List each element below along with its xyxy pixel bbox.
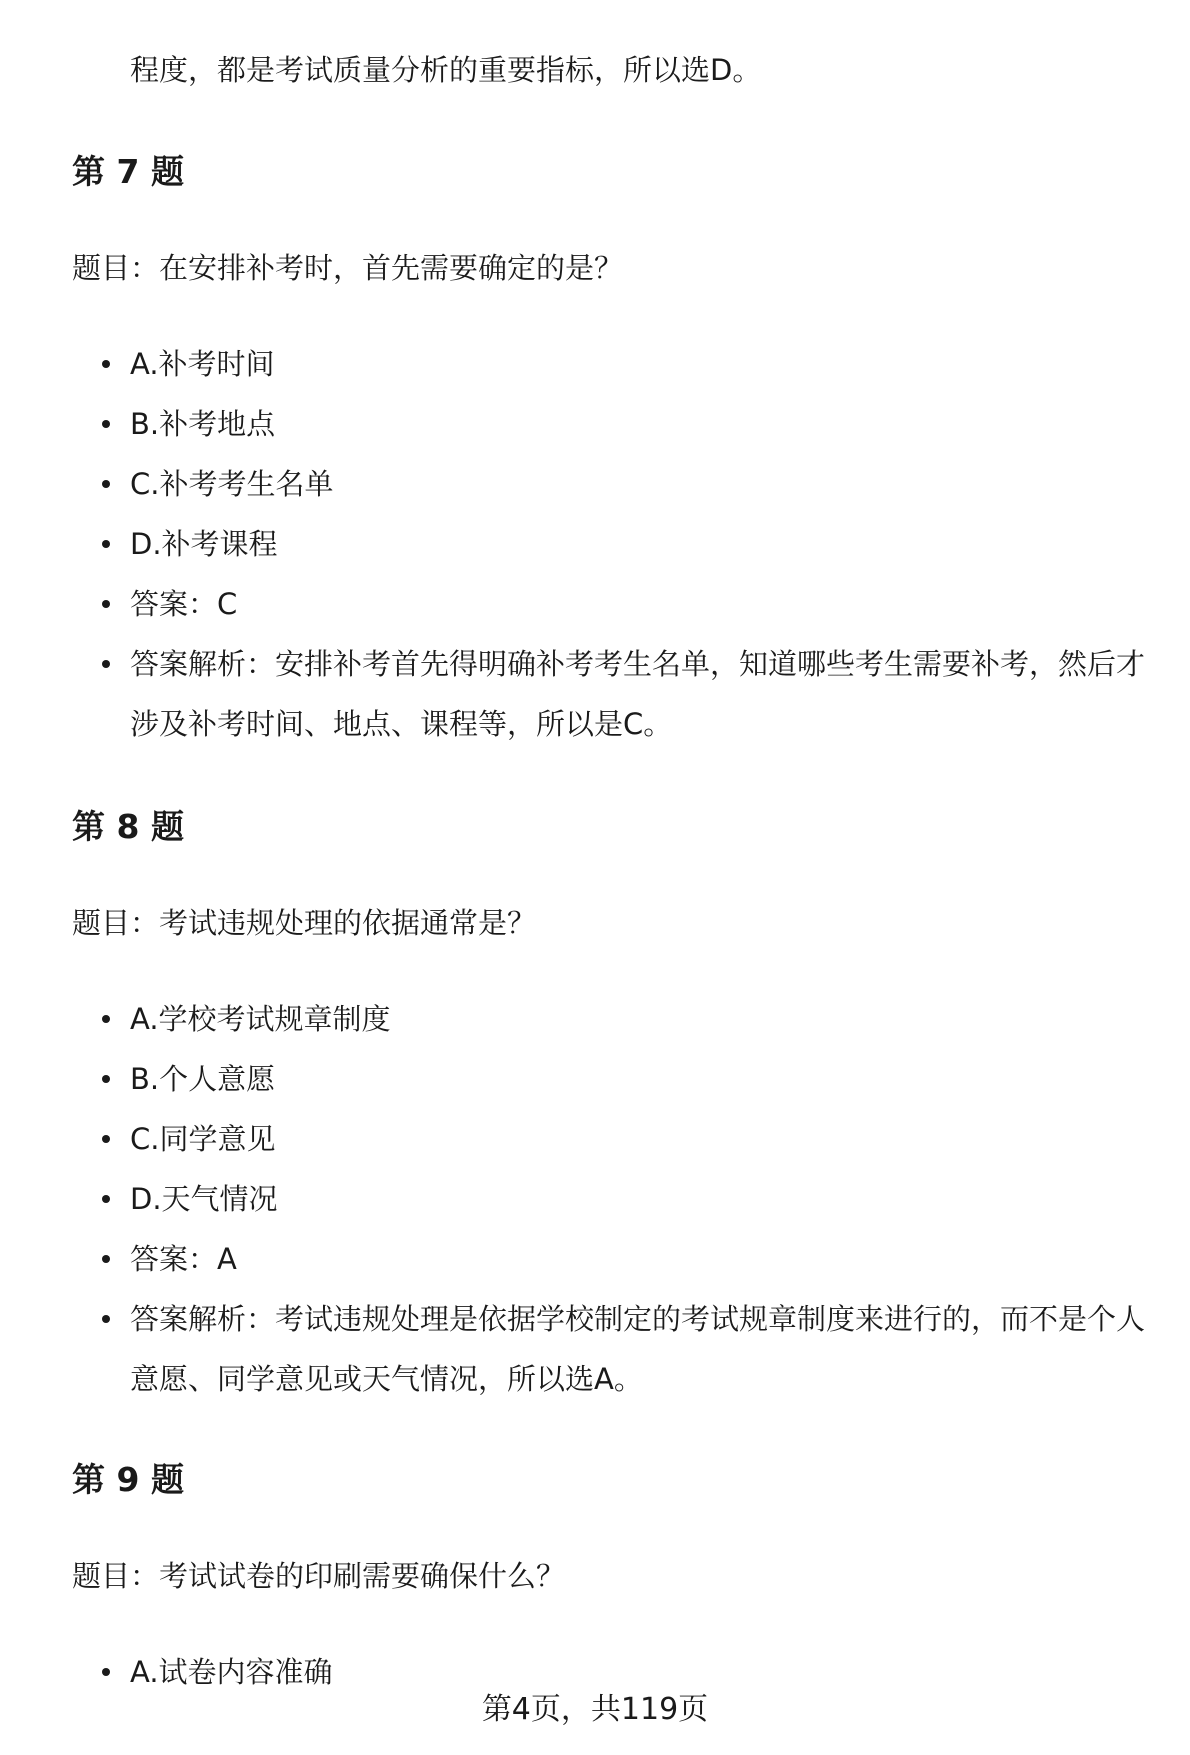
option-text: A.试卷内容准确 — [130, 1655, 333, 1689]
question-7 — [72, 150, 1172, 754]
option-text: B.个人意愿 — [130, 1062, 276, 1096]
question-heading: 第 8 题 — [72, 807, 184, 846]
list-item — [72, 394, 1172, 454]
list-item — [72, 1289, 1172, 1409]
bullet-icon — [102, 1015, 110, 1023]
option-text: D.天气情况 — [130, 1182, 278, 1216]
question-stem: 题目：考试试卷的印刷需要确保什么？ — [72, 1559, 566, 1593]
bullet-icon — [102, 600, 110, 608]
question-heading: 第 9 题 — [72, 1460, 184, 1499]
question-stem: 题目：在安排补考时，首先需要确定的是？ — [72, 251, 624, 285]
answer-text: 答案：A — [130, 1242, 237, 1276]
list-item — [72, 989, 1172, 1049]
list-item — [72, 1169, 1172, 1229]
list-item — [72, 574, 1172, 634]
list-item — [72, 514, 1172, 574]
bullet-icon — [102, 480, 110, 488]
list-item — [72, 454, 1172, 514]
option-list — [72, 989, 1172, 1409]
bullet-icon — [102, 1668, 110, 1676]
list-item — [72, 1229, 1172, 1289]
question-heading: 第 7 题 — [72, 152, 184, 191]
bullet-icon — [102, 1135, 110, 1143]
list-item — [72, 634, 1172, 754]
question-8 — [72, 805, 1172, 1409]
question-9 — [72, 1458, 1172, 1702]
bullet-icon — [102, 660, 110, 668]
explanation-text: 答案解析：考试违规处理是依据学校制定的考试规章制度来进行的，而不是个人意愿、同学意见或天气情况，所以选A。 — [130, 1302, 1146, 1396]
option-text: C.同学意见 — [130, 1122, 276, 1156]
bullet-icon — [102, 1195, 110, 1203]
list-item — [72, 1109, 1172, 1169]
bullet-icon — [102, 540, 110, 548]
explanation-text: 答案解析：安排补考首先得明确补考考生名单，知道哪些考生需要补考，然后才涉及补考时间、地点、课程等，所以是C。 — [130, 647, 1146, 741]
bullet-icon — [102, 420, 110, 428]
option-text: C.补考考生名单 — [130, 467, 334, 501]
question-stem: 题目：考试违规处理的依据通常是？ — [72, 906, 537, 940]
page-footer: 第4页，共119页 — [481, 1692, 709, 1727]
bullet-icon — [102, 1315, 110, 1323]
option-text: D.补考课程 — [130, 527, 278, 561]
bullet-icon — [102, 360, 110, 368]
list-item — [72, 334, 1172, 394]
continuation-text: 程度，都是考试质量分析的重要指标，所以选D。 — [130, 53, 762, 87]
bullet-icon — [102, 1255, 110, 1263]
answer-text: 答案：C — [130, 587, 238, 621]
option-text: A.学校考试规章制度 — [130, 1002, 391, 1036]
list-item — [72, 1049, 1172, 1109]
option-list — [72, 334, 1172, 754]
option-text: A.补考时间 — [130, 347, 275, 381]
bullet-icon — [102, 1075, 110, 1083]
option-text: B.补考地点 — [130, 407, 276, 441]
